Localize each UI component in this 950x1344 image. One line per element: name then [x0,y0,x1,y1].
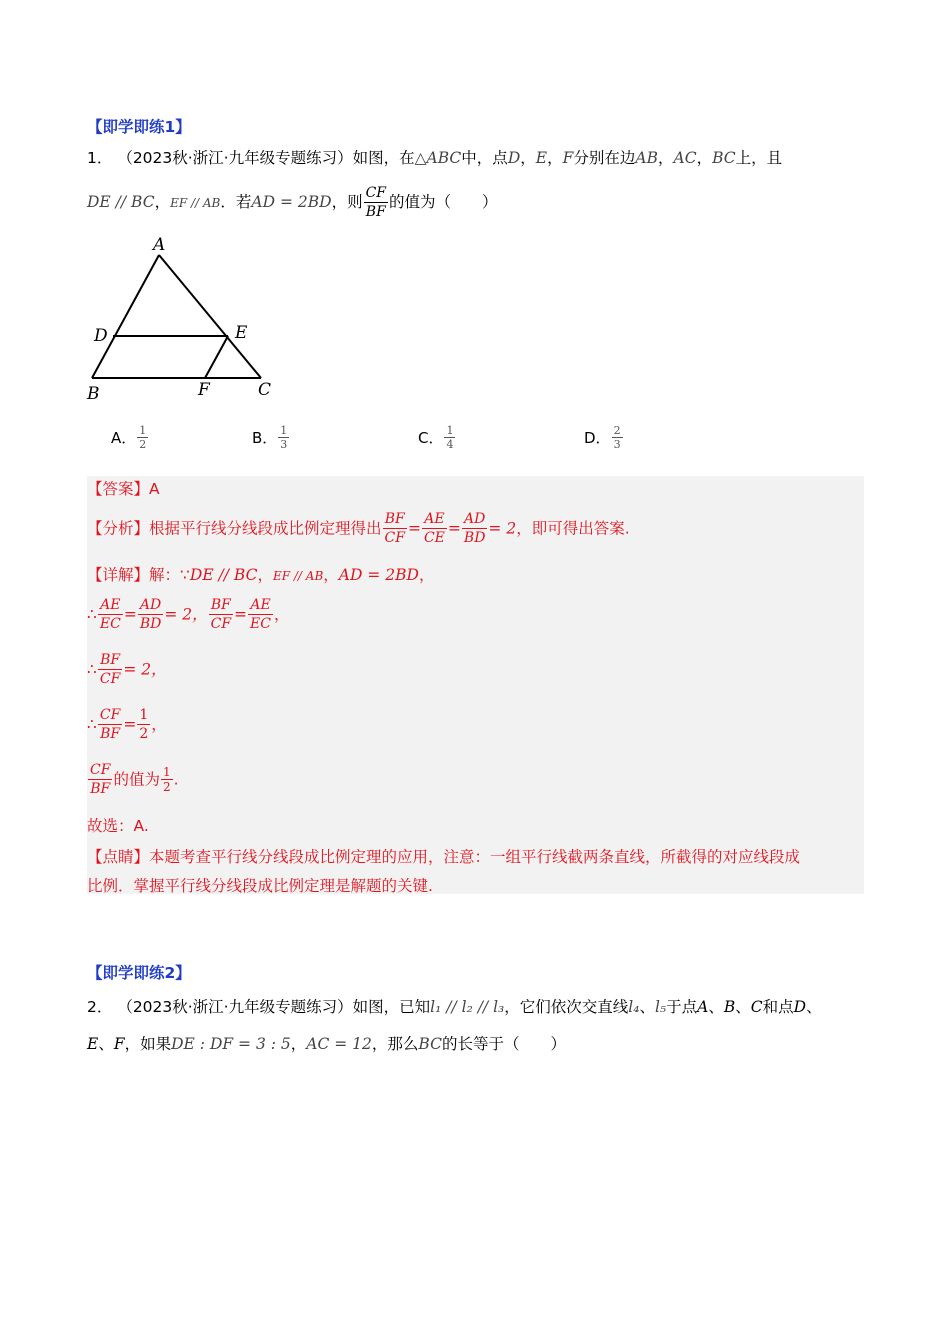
label-c: C [258,380,272,400]
detail-line-1: 【详解】解：∵DE // BC，EF // AB，AD = 2BD， [87,566,435,584]
detail-line-2: ∴ $\frac{AE}{EC}$ = $\frac{AD}{BD}$ = 2， $\frac{BF}{CF}$ = $\frac{AE}{EC}$ ， [87,597,290,632]
question-1-line-1: 1． （2023秋·浙江·九年级专题练习）如图，在△ABC中，点D，E，F分别在边AB，AC，BC上，且 [87,149,783,167]
comment-line-2: 比例．掌握平行线分线段成比例定理是解题的关键. [87,877,433,895]
label-e: E [235,323,248,343]
question-source: （2023秋·浙江·九年级专题练习） [117,149,353,167]
comment-line-1: 【点睛】本题考查平行线分线段成比例定理的应用，注意：一组平行线截两条直线，所截得的对应线段成 [87,848,801,866]
answer-line: 【答案】A [87,480,160,498]
detail-line-4: ∴ $\frac{CF}{BF}$ = $\frac{1}{2}$ ， [87,707,167,742]
detail-line-3: ∴ $\frac{BF}{CF}$ = 2， [87,652,167,687]
cf-bf-fraction: $\frac{CF}{BF}$ [365,185,387,220]
option-c[interactable]: C． $\frac{1}{4}$ [418,424,454,451]
section-title-2: 【即学即练2】 [87,964,191,982]
analysis-line: 【分析】根据平行线分线段成比例定理得出 $\frac{BF}{CF}$ = $\frac{AE}{CE}$ = $\frac{AD}{BD}$ = 2，即可得出答案. [87,511,630,546]
option-d[interactable]: D． $\frac{2}{3}$ [584,424,621,451]
side-ab [92,255,159,378]
question-2-line-1: 2． （2023秋·浙江·九年级专题练习）如图，已知l₁ // l₂ // l₃，它们依次交直线l₄、l₅于点A、B、C和点D、 [87,998,822,1016]
option-b[interactable]: B． $\frac{1}{3}$ [252,424,288,451]
label-b: B [87,384,100,404]
choice-line: 故选：A. [87,817,149,835]
segment-ef [205,336,228,378]
question-1-line-2: DE // BC，EF // AB．若AD = 2BD，则 $\frac{CF}{BF}$ 的值为（ ） [87,185,498,220]
label-a: A [153,235,166,255]
label-d: D [94,326,108,346]
triangle-figure [85,232,285,404]
option-a[interactable]: A． $\frac{1}{2}$ [111,424,147,451]
detail-line-5: $\frac{CF}{BF}$ 的值为 $\frac{1}{2}$ . [90,762,179,797]
question-2-line-2: E、F，如果DE : DF = 3 : 5，AC = 12，那么BC的长等于（ ） [87,1035,566,1053]
section-title-1: 【即学即练1】 [87,118,191,136]
side-ac [159,255,261,378]
label-f: F [198,380,210,400]
question-number: 1． [87,149,113,167]
